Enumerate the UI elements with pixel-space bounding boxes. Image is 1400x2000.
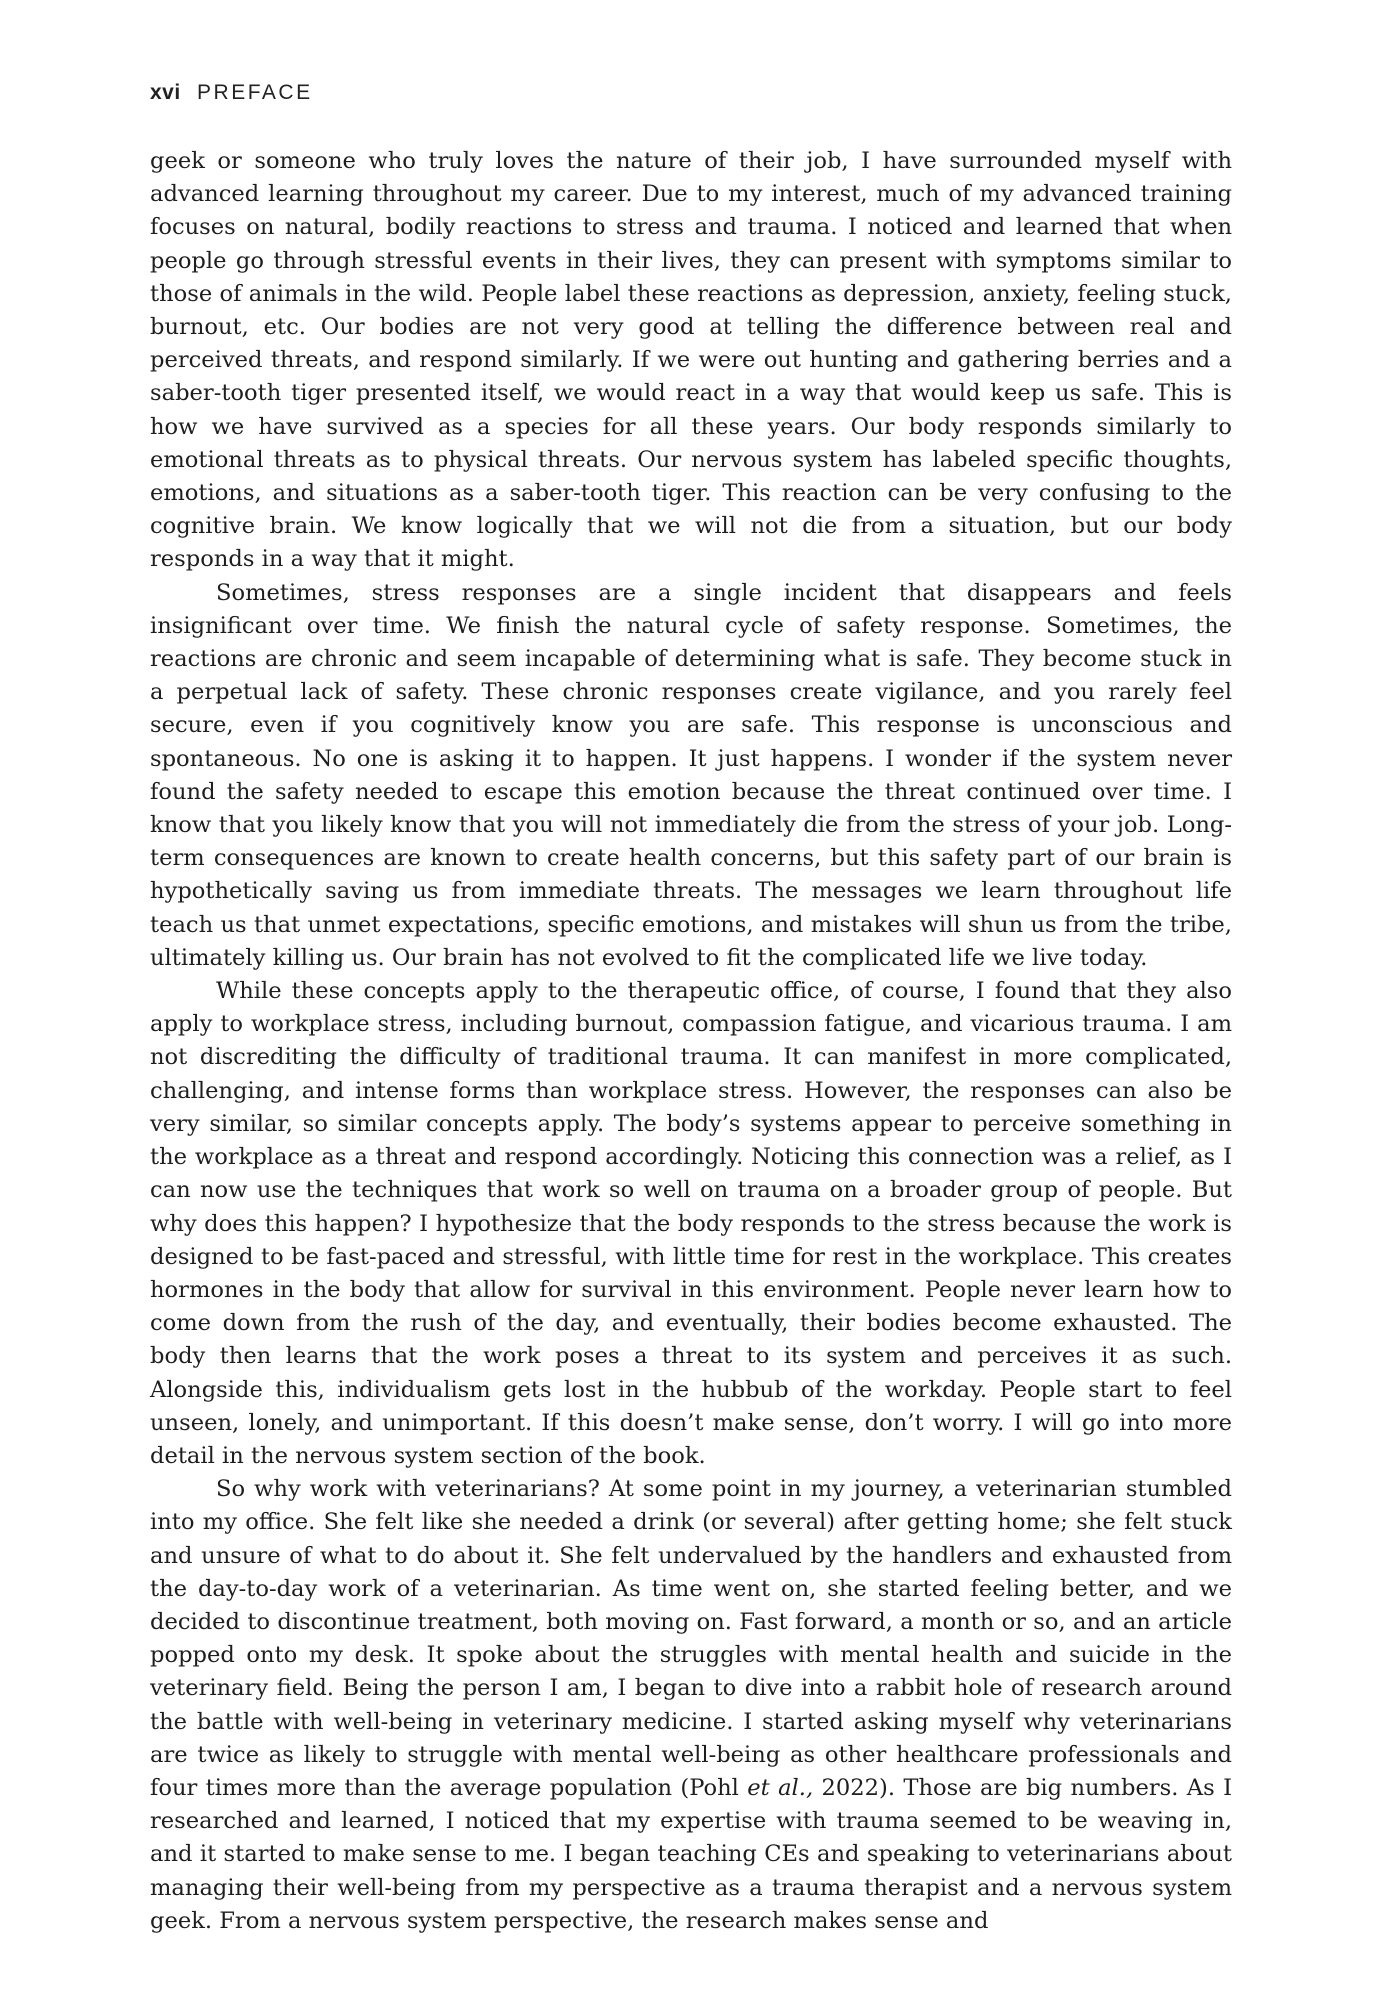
running-head bbox=[150, 80, 313, 106]
paragraph-4 bbox=[150, 1473, 1232, 1938]
paragraph-2: Sometimes, stress responses are a single incident that disappears and feels insignificant over time. We finish the natural cycle of safety response. Sometimes, the reactions are chronic and seem incapable of determining what is safe. They become stuck in a perpetual lack of safety. These chronic responses create vigilance, and you rarely feel secure, even if you cognitively know you are safe. This response is unconscious and spontaneous. No one is asking it to happen. It just happens. I wonder if the system never found the safety needed to escape this emotion because the threat continued over time. I know that you likely know that you will not immediately die from the stress of your job. Long-term consequences are known to create health concerns, but this safety part of our brain is hypothetically saving us from immediate threats. The messages we learn throughout life teach us that unmet expectations, specific emotions, and mistakes will shun us from the tribe, ultimately killing us. Our brain has not evolved to fit the complicated life we live today. bbox=[150, 579, 1232, 971]
page-number: xvi bbox=[150, 81, 181, 104]
paragraph-4-text-a: So why work with veterinarians? At some point in my journey, a veterinarian stumbled into my office. She felt like she needed a drink (or several) after getting home; she felt stuck and unsure of what to do about it. She felt undervalued by the handlers and exhausted from the day-to-day work of a veterinarian. As time went on, she started feeling better, and we decided to discontinue treatment, both moving on. Fast forward, a month or so, and an article popped onto my desk. It spoke about the struggles with mental health and suicide in the veterinary field. Being the person I am, I began to dive into a rabbit hole of research around the battle with well-being in veterinary medicine. I started asking myself why veterinarians are twice as likely to struggle with mental well-being as other healthcare professionals and four times more than the average population (Pohl bbox=[150, 1476, 1232, 1801]
body-text bbox=[150, 145, 1232, 1938]
paragraph-4-text-b: 2022). Those are big numbers. As I researched and learned, I noticed that my expertise with trauma seemed to be weaving in, and it started to make sense to me. I began teaching CEs and speaking to veterinarians about managing their well-being from my perspective as a trauma therapist and a nervous system geek. From a nervous system perspective, the research makes sense and bbox=[150, 1774, 1233, 1934]
paragraph-1: geek or someone who truly loves the nature of their job, I have surrounded myself with advanced learning throughout my career. Due to my interest, much of my advanced training focuses on natural, bodily reactions to stress and trauma. I noticed and learned that when people go through stressful events in their lives, they can present with symptoms similar to those of animals in the wild. People label these reactions as depression, anxiety, feeling stuck, burnout, etc. Our bodies are not very good at telling the difference between real and perceived threats, and respond similarly. If we were out hunting and gathering berries and a saber-tooth tiger presented itself, we would react in a way that would keep us safe. This is how we have survived as a species for all these years. Our body responds similarly to emotional threats as to physical threats. Our nervous system has labeled specific thoughts, emotions, and situations as a saber-tooth tiger. This reaction can be very confusing to the cognitive brain. We know logically that we will not die from a situation, but our body responds in a way that it might. bbox=[150, 148, 1232, 573]
paragraph-3: While these concepts apply to the therapeutic office, of course, I found that they also apply to workplace stress, including burnout, compassion fatigue, and vicarious trauma. I am not discrediting the difficulty of traditional trauma. It can manifest in more complicated, challenging, and intense forms than workplace stress. However, the responses can also be very similar, so similar concepts apply. The body’s systems appear to perceive something in the workplace as a threat and respond accordingly. Noticing this connection was a relief, as I can now use the techniques that work so well on trauma on a broader group of people. But why does this happen? I hypothesize that the body responds to the stress because the work is designed to be fast-paced and stressful, with little time for rest in the workplace. This creates hormones in the body that allow for survival in this environment. People never learn how to come down from the rush of the day, and eventually, their bodies become exhausted. The body then learns that the work poses a threat to its system and perceives it as such. Alongside this, individualism gets lost in the hubbub of the workday. People start to feel unseen, lonely, and unimportant. If this doesn’t make sense, don’t worry. I will go into more detail in the nervous system section of the book. bbox=[150, 978, 1232, 1469]
citation-et-al: et al., bbox=[747, 1774, 814, 1801]
section-title: PREFACE bbox=[197, 81, 313, 104]
